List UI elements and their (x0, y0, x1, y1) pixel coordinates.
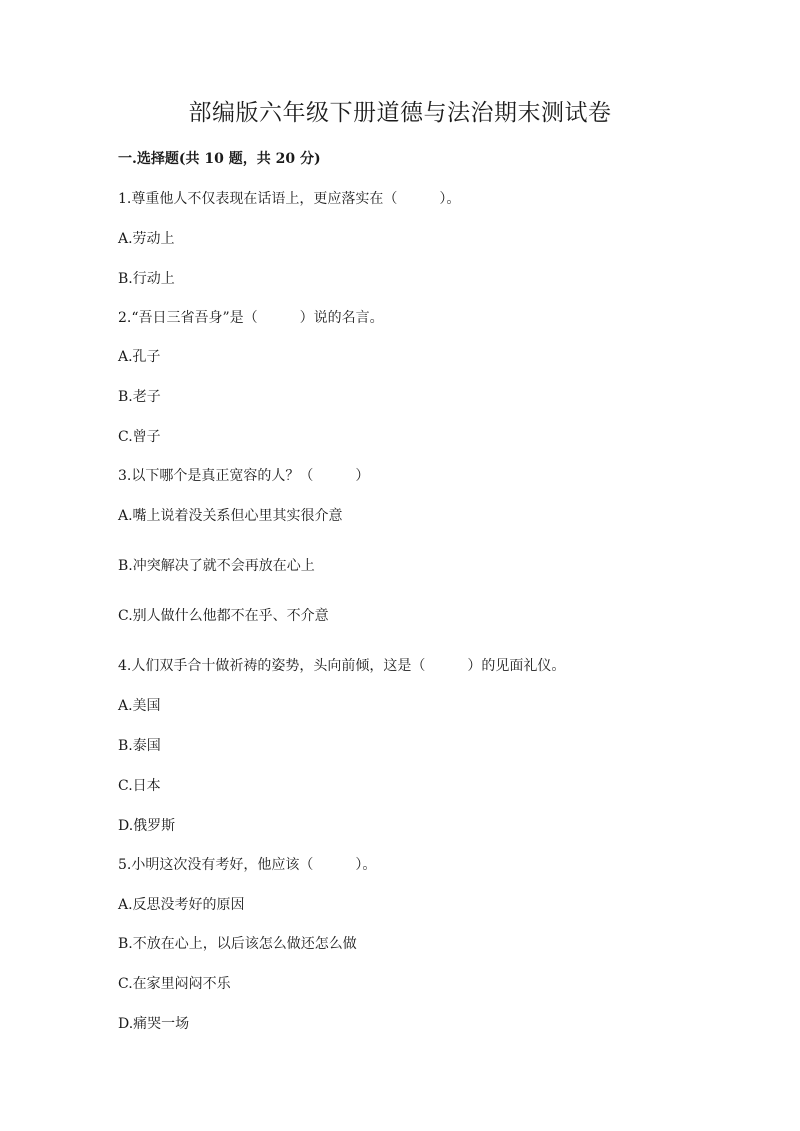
question-4-option-c: C.日本 (118, 778, 161, 794)
question-2-option-c: C.曾子 (118, 429, 161, 445)
question-2-option-a: A.孔子 (118, 349, 161, 365)
question-5-stem: 5.小明这次没有考好，他应该（ ）。 (118, 857, 377, 873)
question-4-stem: 4.人们双手合十做祈祷的姿势，头向前倾，这是（ ）的见面礼仪。 (118, 658, 566, 674)
question-5-option-c: C.在家里闷闷不乐 (118, 976, 231, 992)
question-5-option-a: A.反思没考好的原因 (118, 897, 245, 913)
exam-title: 部编版六年级下册道德与法治期末测试卷 (188, 100, 612, 126)
question-2-option-b: B.老子 (118, 389, 161, 405)
question-3-stem: 3.以下哪个是真正宽容的人？（ ） (118, 468, 370, 484)
question-2-stem: 2.“吾日三省吾身”是（ ）说的名言。 (118, 310, 384, 326)
question-1-stem: 1.尊重他人不仅表现在话语上，更应落实在（ ）。 (118, 191, 461, 207)
section-heading: 一.选择题(共 10 题，共 20 分) (118, 151, 321, 167)
question-3-option-a: A.嘴上说着没关系但心里其实很介意 (118, 508, 343, 524)
question-1-option-b: B.行动上 (118, 271, 175, 287)
question-3-option-c: C.别人做什么他都不在乎、不介意 (118, 608, 329, 624)
question-3-option-b: B.冲突解决了就不会再放在心上 (118, 558, 315, 574)
question-5-option-b: B.不放在心上，以后该怎么做还怎么做 (118, 936, 357, 952)
question-4-option-b: B.泰国 (118, 738, 161, 754)
question-4-option-a: A.美国 (118, 698, 161, 714)
question-5-option-d: D.痛哭一场 (118, 1016, 190, 1032)
question-1-option-a: A.劳动上 (118, 231, 175, 247)
question-4-option-d: D.俄罗斯 (118, 818, 176, 834)
